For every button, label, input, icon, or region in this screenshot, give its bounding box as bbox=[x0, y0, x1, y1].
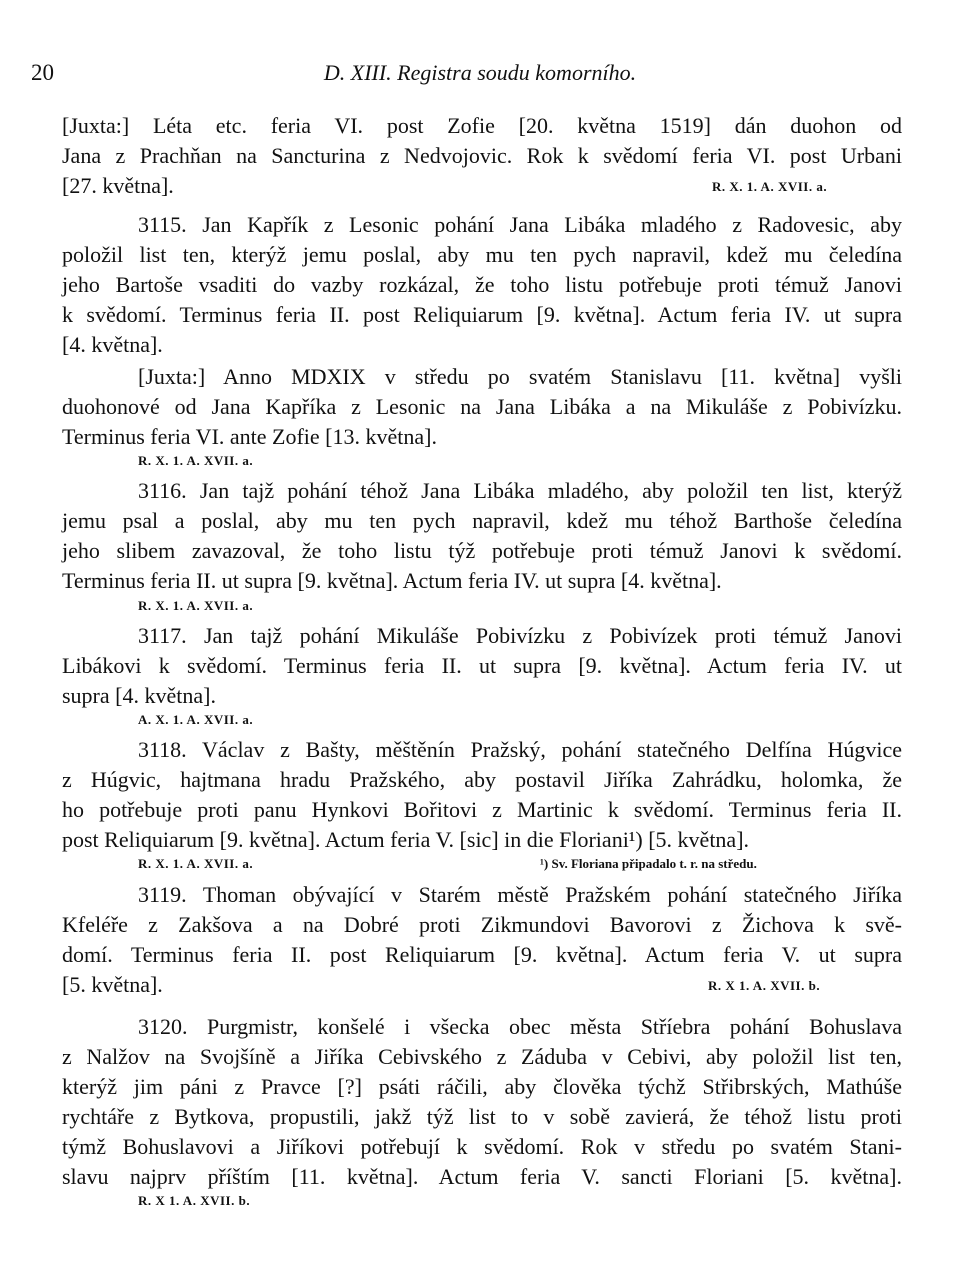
text-line: Kfeléře z Zakšova a na Dobré proti Zikmundovi Bavorovi z Žichova k svě- bbox=[62, 912, 902, 937]
entry-3118-first-line: 3118. Václav z Bašty, měštěnín Pražský, pohání statečného Delfína Húgvice bbox=[138, 737, 902, 762]
text-line: Libákovi k svědomí. Terminus feria II. ut supra [9. května]. Actum feria IV. ut bbox=[62, 653, 902, 678]
archive-reference: R. X. 1. A. XVII. a. bbox=[138, 453, 254, 468]
archive-reference: R. X. 1. A. XVII. a. bbox=[138, 598, 254, 613]
text-line: jeho slibem zavazoval, že toho listu týž potřebuje proti témuž Janovi k svědomí. bbox=[62, 538, 902, 563]
text-line: [Juxta:] Anno MDXIX v středu po svatém Stanislavu [11. května] vyšli bbox=[138, 364, 902, 389]
text-line: Jana z Prachňan na Sancturina z Nedvojovic. Rok k svědomí feria VI. post Urbani bbox=[62, 143, 902, 168]
entry-3115-first-line: 3115. Jan Kapřík z Lesonic pohání Jana Libáka mladého z Radovesic, aby bbox=[138, 212, 902, 237]
text-line: domí. Terminus feria II. post Reliquiarum [9. května]. Actum feria V. ut supra bbox=[62, 942, 902, 967]
text-line: Terminus feria II. ut supra [9. května]. Actum feria IV. ut supra [4. května]. bbox=[62, 568, 722, 593]
text-line: jeho Bartoše vsaditi do vazby rozkázal, že toho listu potřebuje proti témuž Janovi bbox=[62, 272, 902, 297]
page-number: 20 bbox=[31, 60, 54, 85]
text-line: z Nalžov na Svojšíně a Jiříka Cebivského z Záduba v Cebivi, aby položil list ten, bbox=[62, 1044, 902, 1069]
running-head: D. XIII. Registra soudu komorního. bbox=[323, 60, 637, 85]
text-line: týmž Bohuslavovi a Jiříkovi potřebují k svědomí. Rok v středu po svatém Stani- bbox=[62, 1134, 902, 1159]
text-line: supra [4. května]. bbox=[62, 683, 216, 708]
text-line: post Reliquiarum [9. května]. Actum feria V. [sic] in die Floriani¹) [5. května]. bbox=[62, 827, 750, 852]
text-line: kterýž jim páni z Pravce [?] psáti ráčili, aby člověka týchž Střibrských, Mathúše bbox=[62, 1074, 902, 1099]
archive-reference: R. X 1. A. XVII. b. bbox=[708, 978, 821, 993]
entry-3116-first-line: 3116. Jan tajž pohání téhož Jana Libáka mladého, aby položil ten list, kterýž bbox=[138, 478, 902, 503]
text-line: duohonové od Jana Kapříka z Lesonic na Jana Libáka a na Mikuláše z Pobivízku. bbox=[62, 394, 902, 419]
text-line: slavu najprv příštím [11. května]. Actum feria V. sancti Floriani [5. května]. bbox=[62, 1164, 902, 1189]
page-header bbox=[0, 56, 960, 92]
archive-reference: R. X. 1. A. XVII. a. bbox=[712, 179, 828, 194]
text-line: jemu psal a poslal, aby mu ten pych napravil, kdež mu téhož Barthoše čeledína bbox=[62, 508, 902, 533]
footnote: ¹) Sv. Floriana připadalo t. r. na středu. bbox=[540, 856, 757, 871]
entry-3120-first-line: 3120. Purgmistr, konšelé i všecka obec města Stříebra pohání Bohuslava bbox=[138, 1014, 902, 1039]
text-line: [Juxta:] Léta etc. feria VI. post Zofie [20. května 1519] dán duohon od bbox=[62, 113, 902, 138]
text-line: z Húgvic, hajtmana hradu Pražského, aby postavil Jiříka Zahrádku, holomka, že bbox=[62, 767, 902, 792]
text-line: položil list ten, kterýž jemu poslal, aby mu ten pych napravil, kdež mu čeledína bbox=[62, 242, 902, 267]
text-line: [4. května]. bbox=[62, 332, 163, 357]
entry-3119-first-line: 3119. Thoman obývající v Starém městě Pražském pohání statečného Jiříka bbox=[138, 882, 902, 907]
archive-reference: A. X. 1. A. XVII. a. bbox=[138, 712, 254, 727]
text-line: [27. května]. bbox=[62, 173, 174, 198]
text-line: k svědomí. Terminus feria II. post Reliquiarum [9. května]. Actum feria IV. ut supra bbox=[62, 302, 902, 327]
text-line: rychtáře z Bytkova, propustili, jakž týž list to v sobě zavierá, že téhož listu proti bbox=[62, 1104, 902, 1129]
text-line: Terminus feria VI. ante Zofie [13. května]. bbox=[62, 424, 437, 449]
entry-3117-first-line: 3117. Jan tajž pohání Mikuláše Pobivízku z Pobivízek proti témuž Janovi bbox=[138, 623, 902, 648]
archive-reference: R. X 1. A. XVII. b. bbox=[138, 1193, 251, 1208]
text-line: [5. května]. bbox=[62, 972, 163, 997]
archive-reference: R. X. 1. A. XVII. a. bbox=[138, 856, 254, 871]
text-line: ho potřebuje proti panu Hynkovi Bořitovi z Martinic k svědomí. Terminus feria II. bbox=[62, 797, 902, 822]
